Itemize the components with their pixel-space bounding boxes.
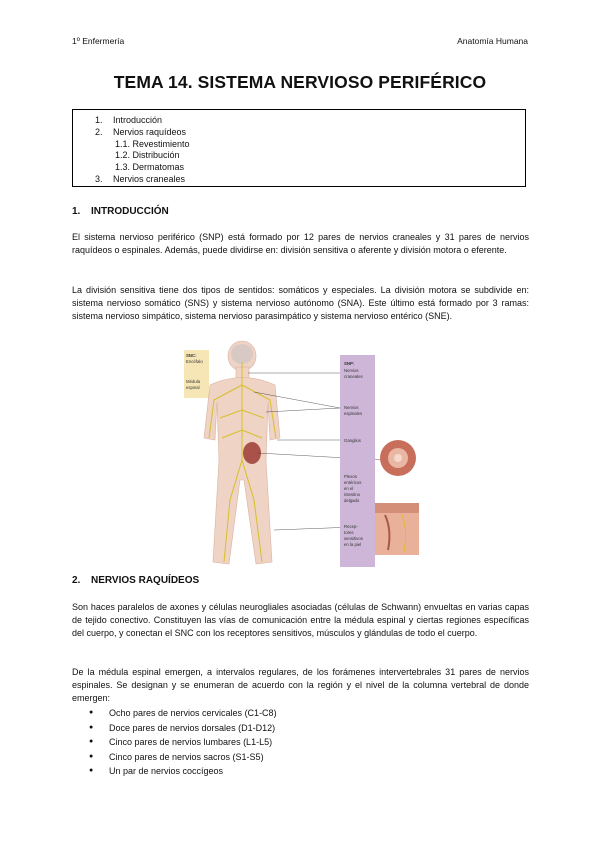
list-item: ● Cinco pares de nervios lumbares (L1-L5) — [72, 735, 277, 750]
section-heading-introduccion: 1. INTRODUCCIÓN — [72, 206, 169, 217]
figure-label: SNC: — [186, 353, 197, 358]
figure-label: delgado — [344, 498, 360, 503]
paragraph-intro-2: La división sensitiva tiene dos tipos de sentidos: somáticos y especiales. La división motora se subdivide en: sistema nervioso somático (SNS) y sistema nervioso autónomo (SNA). Este último está formado por 3 ramas: sistema nervioso simpático, sistema nervioso parasimpático y sistema nervioso entérico (SNE). — [72, 285, 529, 322]
figure-label: Recep- — [344, 524, 358, 529]
figure-label: craneales — [344, 374, 363, 379]
figure-label: en la piel — [344, 542, 362, 547]
figure-label: Plexos — [344, 474, 357, 479]
figure-label: Nervios — [344, 405, 359, 410]
list-item: ● Un par de nervios coccígeos — [72, 764, 277, 779]
toc-subitem: 1.3. Dermatomas — [115, 162, 185, 173]
list-item: ● Doce pares de nervios dorsales (D1-D12) — [72, 721, 277, 736]
figure-label: Ganglios — [344, 438, 361, 443]
figure-label: Encéfalo — [186, 359, 203, 364]
list-item: ● Ocho pares de nervios cervicales (C1-C8) — [72, 706, 277, 721]
paragraph-raquideos-2: De la médula espinal emergen, a intervalos regulares, de los forámenes intervertebrales 31 pares de nervios espinales. Se designan y se enumeran de acuerdo con la región y el nivel de la columna vertebral de donde emergen: — [72, 667, 529, 704]
paragraph-raquideos-1: Son haces paralelos de axones y células neurogliales asociadas (células de Schwann) envueltas en varias capas de tejido conectivo. Constituyen las vías de comunicación entre la médula espinal y ciertas regiones específicas del cuerpo, y conectan el SNC con los receptores sensitivos, músculos y glándulas de todo el cuerpo. — [72, 602, 529, 639]
toc-subitem: 1.2. Distribución — [115, 150, 180, 161]
figure-label: intestino — [344, 492, 361, 497]
toc-item: 2. Nervios raquídeos — [95, 126, 187, 137]
spinal-nerves-list — [72, 706, 277, 779]
table-of-contents — [72, 109, 526, 187]
page-title: TEMA 14. SISTEMA NERVIOSO PERIFÉRICO — [113, 72, 487, 92]
figure-label: en el — [344, 486, 354, 491]
figure-label: entéricos — [344, 480, 362, 485]
figure-label: SNP: — [344, 361, 355, 366]
figure-label: Nervios — [344, 368, 359, 373]
brain — [231, 344, 253, 364]
figure-label: espinales — [344, 411, 363, 416]
toc-subitem: 1.1. Revestimiento — [115, 138, 190, 149]
figure-label: Médula — [186, 379, 201, 384]
figure-label: espinal — [186, 385, 200, 390]
section-heading-nervios-raquideos: 2. NERVIOS RAQUÍDEOS — [72, 575, 200, 586]
paragraph-intro-1: El sistema nervioso periférico (SNP) está formado por 12 pares de nervios craneales y 31 pares de nervios raquídeos o espinales. Además, puede dividirse en: división sensitiva o aferente y división motora o eferente. — [72, 232, 529, 256]
figure-label: tores — [344, 530, 354, 535]
toc-item: 3. Nervios craneales — [95, 173, 186, 184]
running-header-left: 1º Enfermería — [72, 36, 125, 46]
nervous-system-illustration — [182, 340, 422, 570]
figure-label: sensitivos — [344, 536, 363, 541]
list-item: ● Cinco pares de nervios sacros (S1-S5) — [72, 750, 277, 765]
running-header-right: Anatomía Humana — [457, 36, 528, 46]
toc-item: 1. Introducción — [95, 115, 163, 125]
